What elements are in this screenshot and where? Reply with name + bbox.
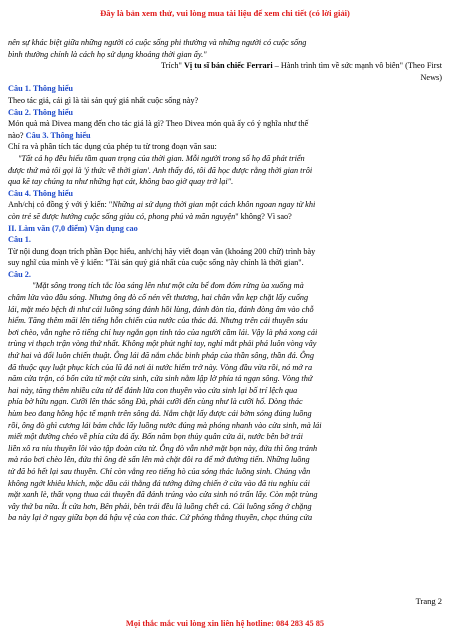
citation-prefix: Trích" — [160, 61, 184, 71]
question-4-quote-b: còn trẻ sẽ được hưởng cuộc sống giàu có, phong phú và mãn nguyện — [8, 211, 236, 221]
excerpt-line: đã thuộc quy luật phục kích của lũ đá nơi ải nước hiểm trở này. Vòng đầu vừa rồi, nó mở ra — [8, 362, 313, 372]
excerpt-line: mà rảo bơi chèo lên, đứa thì ông đè sấn lên mà chặt đôi ra để mở đường tiến. Những luồng — [8, 455, 310, 465]
section-2-label: II. Làm văn (7,0 điểm) Vận dụng cao — [8, 223, 138, 233]
excerpt-line: hai này, tăng thêm nhiều cửa tử để đánh lừa con thuyền vào cửa sinh lại bố trí lệch qua — [8, 385, 298, 395]
document-body — [8, 37, 442, 524]
excerpt-line: miết một đường chéo về phía cửa đá ấy. Bốn năm bọn thủy quân cửa ải, nước bên bờ trái — [8, 432, 303, 442]
essay-1-label: Câu 1. — [8, 235, 31, 245]
question-2-line2 — [8, 130, 442, 142]
question-3-quote-line: được thứ mà tôi gọi là 'ý thức về thời gian'. Anh thấy đó, tôi đã học được rằng thời gian trôi — [8, 165, 313, 175]
question-3-quote-line: qua kẽ tay chúng ta như những hạt cát, không bao giờ quay trở lại". — [8, 177, 234, 187]
page-number: Trang 2 — [415, 596, 442, 606]
excerpt-line: trùng vi thạch trận vòng thứ nhất. Không một phút nghỉ tay, nghỉ mắt phải phá luôn vòng vây — [8, 339, 317, 349]
question-2-text-b: nào? — [8, 130, 26, 140]
essay-1-line — [8, 257, 442, 269]
excerpt-line: lái, mặt méo bệch đi như cái luồng sóng đánh hồi lùng, đánh đòn tỉa, đánh đòng âm vào chỗ — [8, 304, 314, 314]
question-4-label: Câu 4. Thông hiểu — [8, 188, 73, 198]
essay-2-label: Câu 2. — [8, 269, 31, 279]
question-3-text: Chỉ ra và phân tích tác dụng của phép tu từ trong đoạn văn sau: — [8, 142, 217, 152]
question-2-label: Câu 2. Thông hiểu — [8, 107, 73, 117]
excerpt-line: thứ hai và đổi luôn chiến thuật. Ông lái đã nắm chắc binh pháp của thần sông, thần đá. Ông — [8, 351, 315, 361]
essay-1-line: Từ nội dung đoạn trích phần Đọc hiểu, anh/chị hãy viết đoạn văn (khoảng 200 chữ) trình bày — [8, 246, 316, 256]
excerpt-line: bơi chèo, vẫn nghe rõ tiếng chỉ huy ngắn gọn tỉnh táo của người cầm lái. Vậy là phá xong cái — [8, 327, 318, 337]
intro-line: nên sự khác biệt giữa những người có cuộc sống phi thường và những người có cuộc sống — [8, 38, 307, 47]
citation — [8, 60, 442, 72]
question-2-text-a: Món quà mà Divea mang đến cho tác giả là gì? Theo Divea món quà ấy có ý nghĩa như thế — [8, 119, 309, 129]
question-4-text-a: Anh/chị có đồng ý với ý kiến: " — [8, 200, 113, 210]
preview-notice-header: Đây là bản xem thử, vui lòng mua tài liệu để xem chi tiết (có lời giải) — [100, 8, 350, 18]
citation-rest: – Hành trình tìm về sức mạnh vô biên" (Theo First — [272, 61, 442, 71]
question-4-quote: Những ai sử dụng thời gian một cách khôn ngoan ngay từ khi — [112, 200, 316, 210]
excerpt-line: hùm beo đang hồng hộc tế mạnh trên sông đá. Nắm chặt lấy được cái bờm sóng đúng luồng — [8, 409, 312, 418]
question-3-label: Câu 3. Thông hiểu — [25, 130, 91, 140]
excerpt-line: rồi, ông đò ghì cương lái bám chắc lấy luồng nước đúng mà phóng nhanh vào cửa sinh, mà lái — [8, 420, 322, 430]
excerpt-line: không ngớt khiêu khích, mặc dầu cái thằng đá tướng đứng chiến ở cửa vào đã tiu nghỉu cái — [8, 478, 310, 488]
question-4-line1 — [8, 199, 442, 211]
question-4-line2 — [8, 211, 442, 223]
excerpt-line: ba này lại ở ngay giữa bọn đá hậu vệ của con thác. Cứ phóng thẳng thuyền, chọc thủng cửa — [8, 513, 313, 523]
excerpt-line: phía bờ hữu ngạn. Cưỡi lên thác sông Đà, phải cưỡi đến cùng như là cưỡi hổ. Dòng thác — [8, 397, 303, 407]
excerpt-line: "Mặt sông trong tích tắc lòa sáng lên như một cửa bể đom đóm rừng ùa xuống mà — [32, 281, 304, 291]
citation-line2: News) — [420, 72, 442, 82]
essay-1-line2-text: suy nghĩ của mình về ý kiến: "Tài sản quý giá nhất của cuộc sống này chính là thời gian". — [8, 258, 304, 268]
excerpt-line: vây thứ ba nữa. Ít cửa hơn, Bên phải, bên trái đều là luồng chết cả. Cái luồng sống ở chặng — [8, 501, 312, 511]
excerpt-line: tử đã bỏ hết lại sau thuyền. Chỉ còn vẳng reo tiếng hò của sóng thác luồng sinh. Chúng vẫn — [8, 466, 311, 476]
citation-title: Vị tu sĩ bán chiếc Ferrari — [183, 61, 273, 71]
essay-2-excerpt — [8, 280, 442, 523]
excerpt-line: hiểm. Tăng thêm mãi lên tiếng hỗn chiến của nước của thác đá. Nhưng trên cái thuyền sáu — [8, 316, 308, 326]
hotline-footer: Mọi thắc mắc vui lòng xin liên hệ hotline: 084 283 45 85 — [125, 619, 325, 628]
excerpt-line: liền xô ra níu thuyền lôi vào tập đoàn cửa tử. Ông đò vẫn nhớ mặt bọn này, đứa thì ông tránh — [8, 443, 318, 453]
intro-line: bình thường chính là cách họ sử dụng khoảng thời gian ấy." — [8, 49, 207, 59]
excerpt-line: châm lửa vào đầu sóng. Nhưng ông đò cố nén vết thương, hai chân vẫn kẹp chặt lấy cuống — [8, 293, 309, 303]
question-4-text-b: " không? Vì sao? — [235, 211, 292, 221]
question-1-text: Theo tác giả, cái gì là tài sản quý giá nhất cuộc sống này? — [8, 95, 199, 105]
excerpt-line: năm cửa trận, có bốn cửa tử một cửa sinh, cửa sinh nằm lập lờ phía tả ngạn sông. Vòng thứ — [8, 374, 313, 384]
question-3-quote-line: "Tất cả họ đều hiểu tầm quan trọng của thời gian. Mỗi người trong số họ đã phát triển — [18, 153, 305, 163]
excerpt-line: mặt xanh lè, thất vọng thua cái thuyền đã đánh trúng vào cửa sinh nó trấn lấy. Còn một trùng — [8, 490, 318, 500]
question-1-label: Câu 1. Thông hiểu — [8, 84, 73, 94]
